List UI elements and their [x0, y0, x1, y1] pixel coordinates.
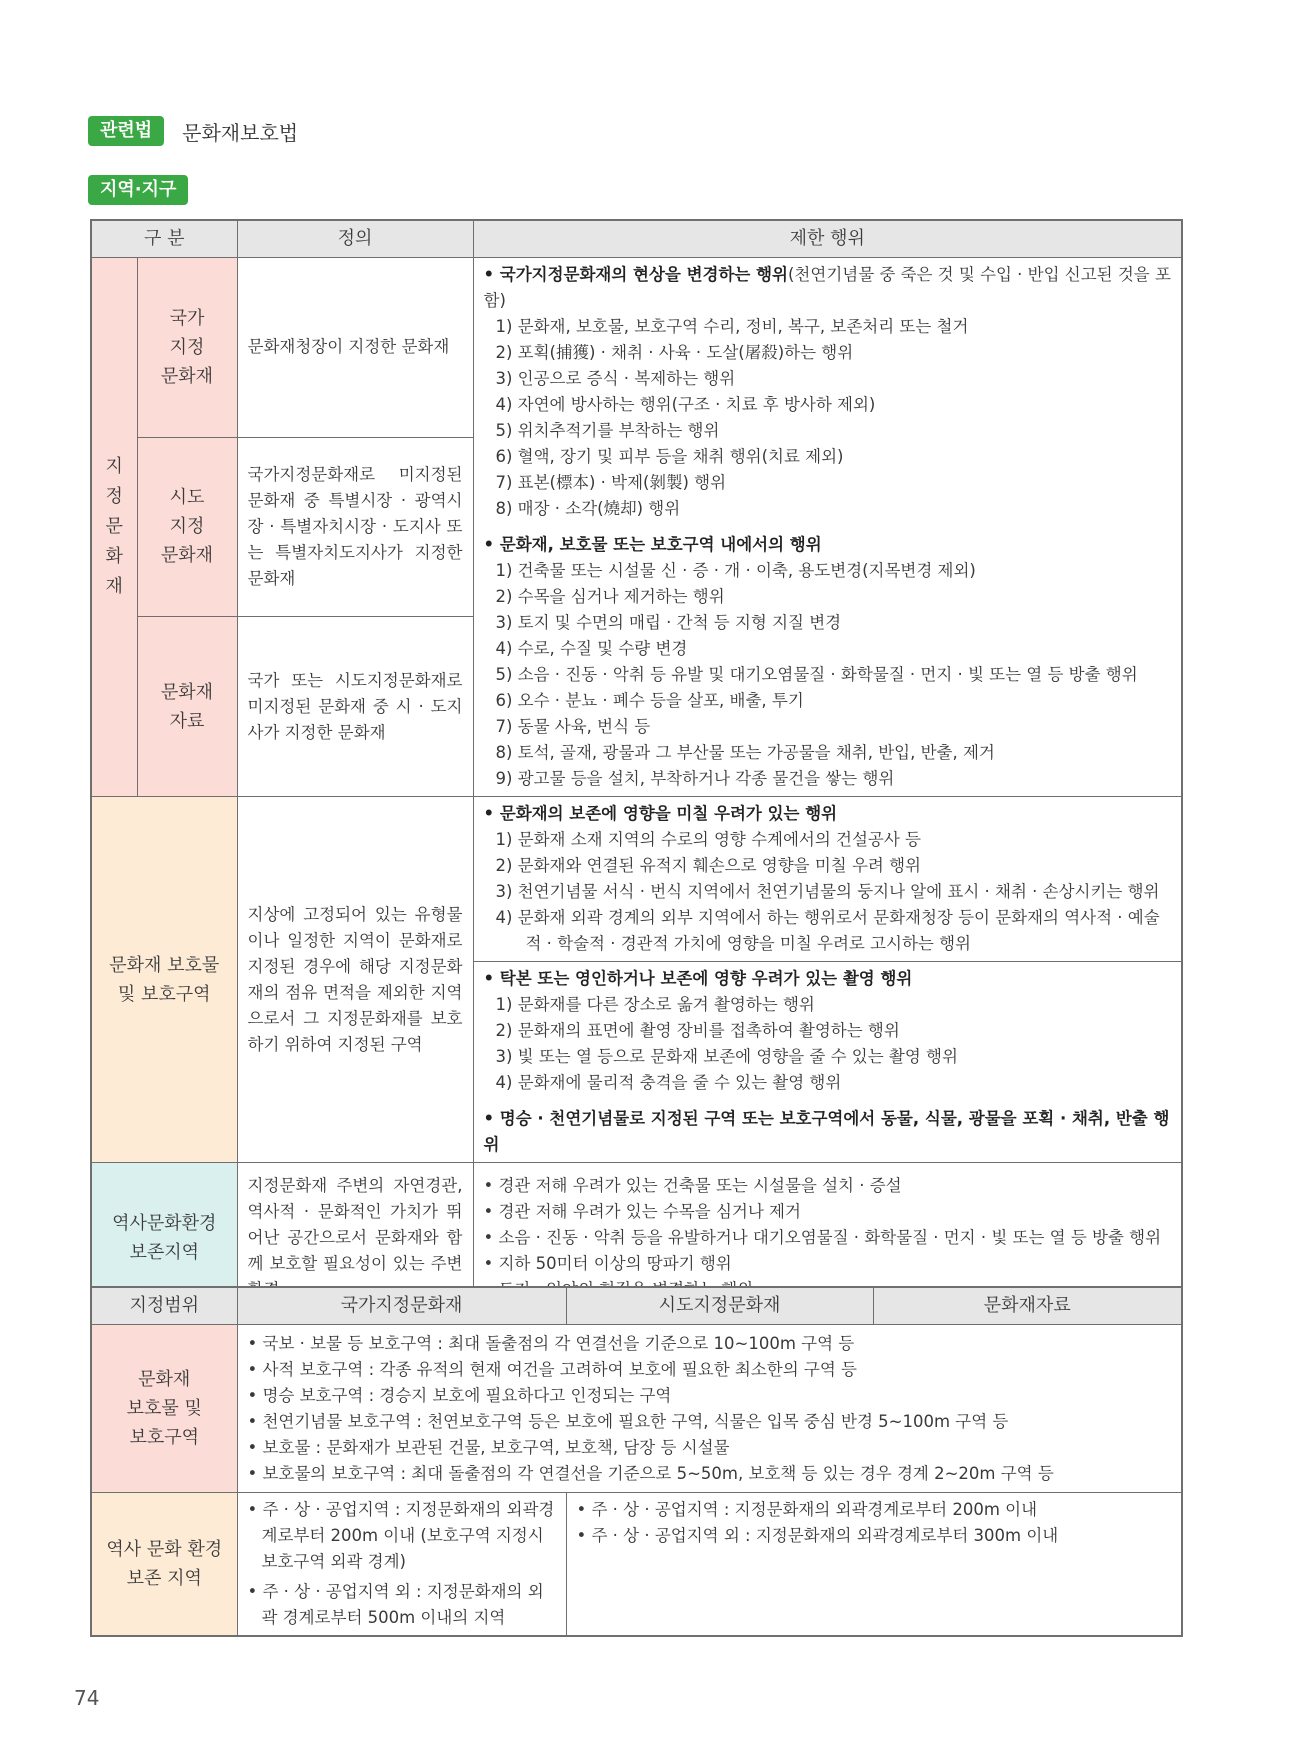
scope-historic-national — [237, 1493, 566, 1637]
scope-protection-items — [237, 1325, 1182, 1493]
restriction-item: 7) 동물 사육, 번식 등 — [495, 717, 651, 736]
restriction-item: 3) 천연기념물 서식 · 번식 지역에서 천연기념물의 둥지나 알에 표시 · 채취 · 손상시키는 행위 — [495, 882, 1160, 901]
category-line: 보존 지역 — [126, 1568, 202, 1589]
designated-restrictions — [473, 258, 1182, 797]
scope-category-historic — [91, 1493, 237, 1637]
scope-item: • 주 · 상 · 공업지역 : 지정문화재의 외곽경계로부터 200m 이내 (보호구역 지정시 보호구역 외곽 경계) — [247, 1500, 555, 1571]
restriction-item: 6) 혈액, 장기 및 피부 등을 채취 행위(치료 제외) — [495, 447, 844, 466]
group-char: 지 — [105, 456, 123, 477]
scope-item: • 국보 · 보물 등 보호구역 : 최대 돌출점의 각 연결선을 기준으로 10~100m 구역 등 — [247, 1333, 855, 1353]
header-scope: 지정범위 — [91, 1287, 237, 1325]
restriction-item: 4) 자연에 방사하는 행위(구조 · 치료 후 방사하 제외) — [495, 395, 876, 414]
restriction-item: 4) 문화재에 물리적 충격을 줄 수 있는 촬영 행위 — [495, 1073, 842, 1092]
restriction-item: 8) 매장 · 소각(燒却) 행위 — [495, 499, 681, 518]
category-cultural-material — [137, 617, 237, 797]
restriction-block-title: • 명승 · 천연기념물로 지정된 구역 또는 보호구역에서 동물, 식물, 광물을 포획 · 채취, 반출 행위 — [483, 1109, 1170, 1154]
restriction-block-title: • 국가지정문화재의 현상을 변경하는 행위 — [483, 265, 788, 284]
category-line: 문화재 보호물 — [109, 954, 220, 976]
header-category: 구 분 — [91, 220, 237, 258]
category-line: 보호물 및 — [126, 1398, 202, 1419]
restriction-block-note: (천연기념물 중 죽은 것 및 수입 · 반입 신고된 것을 포함) — [483, 265, 1171, 310]
definition-national: 문화재청장이 지정한 문화재 — [237, 258, 473, 438]
restriction-item: 1) 문화재 소재 지역의 수로의 영향 수계에서의 건설공사 등 — [495, 830, 921, 849]
related-law-tag: 관련법 — [88, 116, 164, 146]
restriction-item: 4) 수로, 수질 및 수량 변경 — [495, 639, 688, 658]
designated-group-label — [91, 258, 137, 797]
protection-restrictions-1 — [473, 797, 1182, 962]
restriction-table — [90, 219, 1183, 1316]
restriction-item-continued: 적 · 학술적 · 경관적 가치에 영향을 미칠 우려로 고시하는 행위 — [525, 934, 971, 953]
related-law-name: 문화재보호법 — [182, 120, 299, 145]
restriction-item: 4) 문화재 외곽 경계의 외부 지역에서 하는 행위로서 문화재청장 등이 문화재의 역사적 · 예술 — [495, 908, 1160, 927]
restriction-item: 5) 소음 · 진동 · 악취 등 유발 및 대기오염물질 · 화학물질 · 먼지 · 빛 또는 열 등 방출 행위 — [495, 665, 1138, 684]
category-line: 및 보호구역 — [117, 983, 211, 1005]
category-line: 시도 — [169, 487, 205, 509]
restriction-block-inside — [484, 532, 1174, 792]
header-definition: 정의 — [237, 220, 473, 258]
scope-item: • 천연기념물 보호구역 : 천연보호구역 등은 보호에 필요한 구역, 식물은 입목 중심 반경 5~100m 구역 등 — [247, 1411, 1009, 1431]
restriction-item: 2) 포획(捕獲) · 채취 · 사육 · 도살(屠殺)하는 행위 — [495, 343, 854, 362]
restriction-item: • 경관 저해 우려가 있는 건축물 또는 시설물을 설치 · 증설 — [483, 1176, 902, 1196]
restriction-item: 1) 건축물 또는 시설물 신 · 증 · 개 · 이축, 용도변경(지목변경 제외) — [495, 561, 976, 580]
header-material: 문화재자료 — [873, 1287, 1182, 1325]
zone-tag: 지역·지구 — [88, 175, 188, 205]
restriction-item: • 소음 · 진동 · 악취 등을 유발하거나 대기오염물질 · 화학물질 · 먼지 · 빛 또는 열 등 방출 행위 — [483, 1228, 1162, 1248]
restriction-item: 3) 인공으로 증식 · 복제하는 행위 — [495, 369, 736, 388]
restriction-item: • 지하 50미터 이상의 땅파기 행위 — [483, 1254, 732, 1274]
restriction-item: 2) 문화재와 연결된 유적지 훼손으로 영향을 미칠 우려 행위 — [495, 856, 921, 875]
scope-item: • 주 · 상 · 공업지역 : 지정문화재의 외곽경계로부터 200m 이내 — [576, 1500, 1038, 1519]
definition-historic-zone: 지정문화재 주변의 자연경관, 역사적 · 문화적인 가치가 뛰어난 공간으로서 문화재와 함께 보호할 필요성이 있는 주변 — [237, 1163, 473, 1315]
protection-restrictions-2 — [473, 962, 1182, 1163]
scope-item: • 사적 보호구역 : 각종 유적의 현재 여건을 고려하여 보호에 필요한 최소한의 구역 등 — [247, 1359, 857, 1379]
scope-category-protection — [91, 1325, 237, 1493]
restriction-block-title: • 탁본 또는 영인하거나 보존에 영향 우려가 있는 촬영 행위 — [483, 969, 913, 988]
related-law — [88, 114, 298, 148]
category-provincial — [137, 437, 237, 617]
header-national: 국가지정문화재 — [237, 1287, 566, 1325]
header-restriction: 제한 행위 — [473, 220, 1182, 258]
definition-provincial: 국가지정문화재로 미지정된 문화재 중 특별시장 · 광역시장 · 특별자치시장 · 도지사 또는 특별자치도지사가 지정한 문화재 — [237, 437, 473, 617]
category-line: 문화재 — [160, 365, 214, 387]
zone-tag-wrap — [88, 175, 188, 205]
category-national — [137, 258, 237, 438]
restriction-item: 9) 광고물 등을 설치, 부착하거나 각종 물건을 쌓는 행위 — [495, 769, 895, 788]
scope-item: • 주 · 상 · 공업지역 외 : 지정문화재의 외곽경계로부터 300m 이내 — [576, 1526, 1059, 1545]
scope-item: • 주 · 상 · 공업지역 외 : 지정문화재의 외곽 경계로부터 500m 이내의 지역 — [247, 1582, 544, 1627]
category-line: 지정 — [169, 336, 205, 358]
restriction-item: 1) 문화재, 보호물, 보호구역 수리, 정비, 복구, 보존처리 또는 철거 — [495, 317, 969, 336]
scope-item: • 보호물 : 문화재가 보관된 건물, 보호구역, 보호책, 담장 등 시설물 — [247, 1437, 730, 1457]
restriction-item: • 경관 저해 우려가 있는 수목을 심거나 제거 — [483, 1202, 801, 1222]
category-line: 지정 — [169, 516, 205, 538]
category-line: 문화재 — [160, 545, 214, 567]
group-char: 문 — [105, 516, 123, 537]
restriction-item: 2) 문화재의 표면에 촬영 장비를 접촉하여 촬영하는 행위 — [495, 1021, 900, 1040]
restriction-item: 7) 표본(標本) · 박제(剝製) 행위 — [495, 473, 727, 492]
restriction-item: 3) 토지 및 수면의 매립 · 간척 등 지형 지질 변경 — [495, 613, 842, 632]
definition-cultural-material: 국가 또는 시도지정문화재로 미지정된 문화재 중 시 · 도지사가 지정한 문화재 — [237, 617, 473, 797]
restriction-item: 1) 문화재를 다른 장소로 옮겨 촬영하는 행위 — [495, 995, 815, 1014]
page-number: 74 — [74, 1686, 100, 1710]
restriction-item: 8) 토석, 골재, 광물과 그 부산물 또는 가공물을 채취, 반입, 반출, 제거 — [495, 743, 995, 762]
header-provincial: 시도지정문화재 — [566, 1287, 873, 1325]
restriction-block-change — [484, 262, 1174, 522]
restriction-item: 6) 오수 · 분뇨 · 폐수 등을 살포, 배출, 투기 — [495, 691, 804, 710]
group-char: 정 — [105, 486, 123, 507]
scope-item: • 보호물의 보호구역 : 최대 돌출점의 각 연결선을 기준으로 5~50m, 보호책 등 있는 경우 경계 2~20m 구역 등 — [247, 1463, 1054, 1483]
restriction-item: 2) 수목을 심거나 제거하는 행위 — [495, 587, 725, 606]
restriction-item: 5) 위치추적기를 부착하는 행위 — [495, 421, 720, 440]
category-line: 역사문화환경 — [112, 1213, 217, 1235]
group-char: 화 — [105, 546, 123, 567]
category-protection — [91, 797, 237, 1163]
scope-table — [90, 1286, 1183, 1637]
category-line: 역사 문화 환경 — [106, 1539, 223, 1560]
category-line: 보존지역 — [129, 1242, 200, 1264]
category-line: 문화재 — [138, 1369, 191, 1390]
category-line: 보호구역 — [129, 1427, 200, 1448]
restriction-block-title: • 문화재의 보존에 영향을 미칠 우려가 있는 행위 — [483, 804, 838, 823]
scope-historic-others — [566, 1493, 1182, 1637]
group-char: 재 — [105, 576, 123, 597]
category-line: 문화재 — [160, 681, 214, 703]
restriction-item: 3) 빛 또는 열 등으로 문화재 보존에 영향을 줄 수 있는 촬영 행위 — [495, 1047, 958, 1066]
scope-item: • 명승 보호구역 : 경승지 보호에 필요하다고 인정되는 구역 — [247, 1385, 672, 1405]
category-line: 국가 — [169, 307, 205, 329]
restriction-block-title: • 문화재, 보호물 또는 보호구역 내에서의 행위 — [483, 535, 822, 554]
category-line: 자료 — [169, 710, 205, 732]
definition-protection: 지상에 고정되어 있는 유형물이나 일정한 지역이 문화재로 지정된 경우에 해당 지정문화재의 점유 면적을 제외한 지역으로서 그 지정문화재를 보호하기 위하여 지정된 구역 — [237, 797, 473, 1163]
